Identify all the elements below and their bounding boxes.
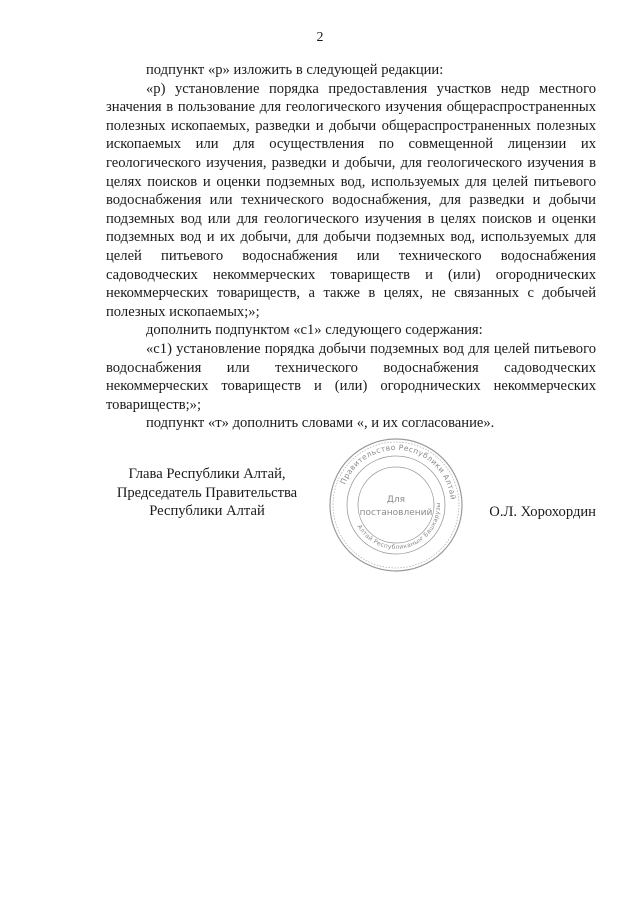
seal-outer-text: Правительство Республики Алтай [338,442,458,501]
signatory-title-line: Глава Республики Алтай, [128,466,286,482]
paragraph: «р) установление порядка предоставления участков недр местного значения в пользование для геологического изучения общераспространенных полезных ископаемых, разведки и добычи общераспространенных полезных ископаемых или для осуществления по совмещенной лицензии их геологического изучения, разведки и добычи, для геологического изучения в целях поисков и оценки подземных вод, используемых для целей питьевого водоснабжения или технического водоснабжения, для разведки и добычи подземных вод или для геологического изучения в целях поисков и оценки подземных вод и их добычи, для добычи подземных вод, используемых для целей питьевого водоснабжения или технического водоснабжения садоводческих некоммерческих товариществ и (или) огороднических некоммерческих товариществ, а также в целях, не связанных с добычей полезных ископаемых;»; [106,80,596,320]
seal-inner-ring [347,456,445,554]
signatory-name: О.Л. Хорохордин [489,504,596,520]
paragraph: «с1) установление порядка добычи подземных вод для целей питьевого водоснабжения или технического водоснабжения садоводческих некоммерческих товариществ и (или) огороднических некоммерческих товариществ;»; [106,340,596,413]
paragraph: подпункт «р» изложить в следующей редакции: [146,62,444,78]
signatory-title [106,465,308,521]
page-number: 2 [316,30,324,45]
official-seal [326,435,466,575]
signatory-title-line: Председатель Правительства [116,484,298,501]
signature-block [106,442,596,585]
seal-outer-ring [330,439,462,571]
seal-center-line: Для [386,495,406,505]
paragraph: дополнить подпунктом «с1» следующего содержания: [146,322,483,339]
paragraph: подпункт «т» дополнить словами «, и их согласование». [146,415,495,432]
seal-center-line: постановлений [359,508,433,518]
signatory-title-line: Республики Алтай [149,503,265,520]
seal-inner-text: Алтай Республиканыҥ Башкарузы [355,502,443,552]
document-body [106,61,596,433]
